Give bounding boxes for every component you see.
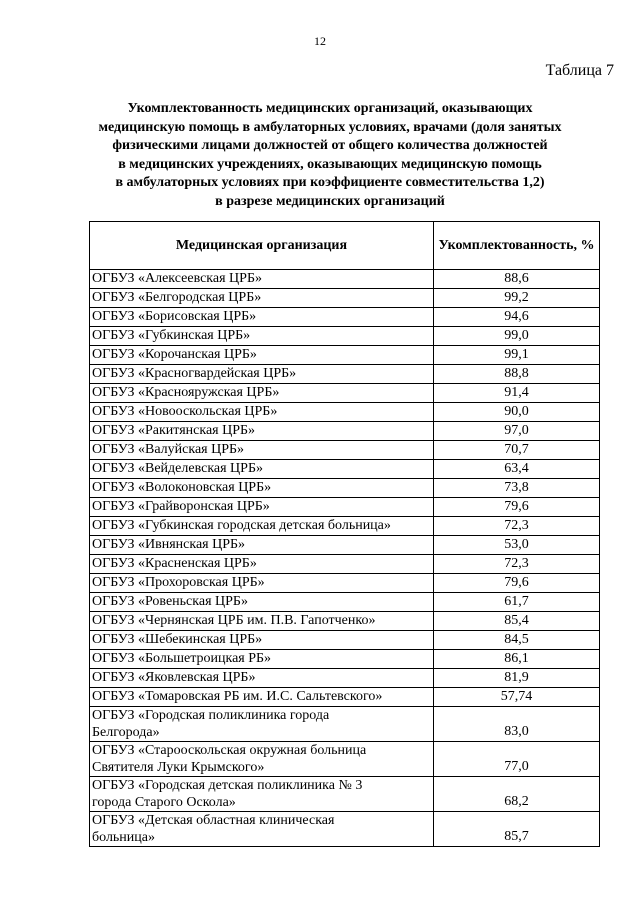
organization-line: Святителя Луки Крымского» [92, 760, 265, 775]
staffing-value-cell: 53,0 [434, 536, 600, 555]
staffing-value-cell: 90,0 [434, 403, 600, 422]
staffing-value-cell: 70,7 [434, 441, 600, 460]
organization-cell: ОГБУЗ «Ровеньская ЦРБ» [90, 593, 434, 612]
title-line: Укомплектованность медицинских организаций, оказывающих [127, 101, 533, 116]
staffing-value-cell: 86,1 [434, 650, 600, 669]
organization-cell: ОГБУЗ «Алексеевская ЦРБ» [90, 270, 434, 289]
organization-cell: ОГБУЗ «Шебекинская ЦРБ» [90, 631, 434, 650]
title-line: в амбулаторных условиях при коэффициенте совместительства 1,2) [115, 175, 545, 190]
table-row [90, 777, 600, 812]
staffing-value-cell: 61,7 [434, 593, 600, 612]
organization-line: больница» [92, 830, 155, 845]
staffing-value-cell: 81,9 [434, 669, 600, 688]
table-row [90, 460, 600, 479]
staffing-value-cell: 99,2 [434, 289, 600, 308]
staffing-value-cell: 63,4 [434, 460, 600, 479]
staffing-value-cell: 72,3 [434, 555, 600, 574]
table-row [90, 365, 600, 384]
table-row [90, 327, 600, 346]
staffing-value-cell: 83,0 [434, 707, 600, 742]
staffing-value-cell: 97,0 [434, 422, 600, 441]
staffing-value-cell: 68,2 [434, 777, 600, 812]
organization-cell [90, 707, 434, 742]
organization-line: Белгорода» [92, 725, 160, 740]
organization-cell: ОГБУЗ «Корочанская ЦРБ» [90, 346, 434, 365]
table-row [90, 612, 600, 631]
staffing-value-cell: 85,7 [434, 812, 600, 847]
organization-line: города Старого Оскола» [92, 795, 236, 810]
table-row [90, 517, 600, 536]
organization-cell: ОГБУЗ «Яковлевская ЦРБ» [90, 669, 434, 688]
table-row [90, 346, 600, 365]
organization-cell: ОГБУЗ «Прохоровская ЦРБ» [90, 574, 434, 593]
organization-cell: ОГБУЗ «Белгородская ЦРБ» [90, 289, 434, 308]
table-row [90, 574, 600, 593]
staffing-value-cell: 79,6 [434, 574, 600, 593]
organization-cell: ОГБУЗ «Ракитянская ЦРБ» [90, 422, 434, 441]
table-row [90, 650, 600, 669]
organization-cell: ОГБУЗ «Борисовская ЦРБ» [90, 308, 434, 327]
organization-cell: ОГБУЗ «Большетроицкая РБ» [90, 650, 434, 669]
table-row [90, 479, 600, 498]
table-row [90, 631, 600, 650]
organization-cell [90, 812, 434, 847]
organization-cell: ОГБУЗ «Красненская ЦРБ» [90, 555, 434, 574]
organization-cell: ОГБУЗ «Краснояружская ЦРБ» [90, 384, 434, 403]
organization-cell: ОГБУЗ «Ивнянская ЦРБ» [90, 536, 434, 555]
staffing-value-cell: 94,6 [434, 308, 600, 327]
staffing-value-cell: 57,74 [434, 688, 600, 707]
staffing-value-cell: 84,5 [434, 631, 600, 650]
organization-cell: ОГБУЗ «Валуйская ЦРБ» [90, 441, 434, 460]
table-row [90, 308, 600, 327]
table-row [90, 742, 600, 777]
title-line: медицинскую помощь в амбулаторных условиях, врачами (доля занятых [98, 119, 562, 135]
table-row [90, 403, 600, 422]
organization-cell: ОГБУЗ «Томаровская РБ им. И.С. Сальтевского» [90, 688, 434, 707]
organization-cell: ОГБУЗ «Вейделевская ЦРБ» [90, 460, 434, 479]
organization-cell [90, 742, 434, 777]
organization-cell: ОГБУЗ «Новооскольская ЦРБ» [90, 403, 434, 422]
staffing-value-cell: 99,0 [434, 327, 600, 346]
table-row [90, 688, 600, 707]
title-line: физическими лицами должностей от общего количества должностей [112, 138, 548, 153]
organization-cell [90, 777, 434, 812]
staffing-value-cell: 88,6 [434, 270, 600, 289]
organization-cell: ОГБУЗ «Губкинская ЦРБ» [90, 327, 434, 346]
staffing-value-cell: 77,0 [434, 742, 600, 777]
table-row [90, 289, 600, 308]
table-row [90, 441, 600, 460]
page-number: 12 [314, 34, 326, 48]
table-header-row [90, 222, 600, 270]
table-row [90, 498, 600, 517]
table-row [90, 812, 600, 847]
organization-line: ОГБУЗ «Детская областная клиническая [92, 813, 335, 828]
staffing-value-cell: 88,8 [434, 365, 600, 384]
organization-cell: ОГБУЗ «Волоконовская ЦРБ» [90, 479, 434, 498]
organization-line: ОГБУЗ «Старооскольская окружная больница [92, 743, 367, 758]
staffing-value-cell: 99,1 [434, 346, 600, 365]
staffing-value-cell: 85,4 [434, 612, 600, 631]
header-staffing-percent: Укомплектованность, % [434, 222, 600, 270]
organization-line: ОГБУЗ «Городская детская поликлиника № 3 [92, 778, 363, 793]
table-row [90, 593, 600, 612]
table-row [90, 555, 600, 574]
staffing-value-cell: 79,6 [434, 498, 600, 517]
organization-cell: ОГБУЗ «Чернянская ЦРБ им. П.В. Гапотченко» [90, 612, 434, 631]
table-row [90, 422, 600, 441]
staffing-value-cell: 91,4 [434, 384, 600, 403]
title-line: в медицинских учреждениях, оказывающих медицинскую помощь [118, 156, 542, 172]
title-line: в разрезе медицинских организаций [215, 193, 445, 209]
table-title [90, 100, 570, 211]
table-row [90, 707, 600, 742]
staffing-value-cell: 73,8 [434, 479, 600, 498]
organization-cell: ОГБУЗ «Красногвардейская ЦРБ» [90, 365, 434, 384]
staffing-table [89, 221, 600, 847]
header-organization: Медицинская организация [90, 222, 434, 270]
staffing-value-cell: 72,3 [434, 517, 600, 536]
table-row [90, 384, 600, 403]
table-row [90, 669, 600, 688]
organization-line: ОГБУЗ «Городская поликлиника города [92, 708, 330, 723]
table-label: Таблица 7 [545, 62, 614, 79]
table-row [90, 270, 600, 289]
table-row [90, 536, 600, 555]
organization-cell: ОГБУЗ «Губкинская городская детская больница» [90, 517, 434, 536]
organization-cell: ОГБУЗ «Грайворонская ЦРБ» [90, 498, 434, 517]
